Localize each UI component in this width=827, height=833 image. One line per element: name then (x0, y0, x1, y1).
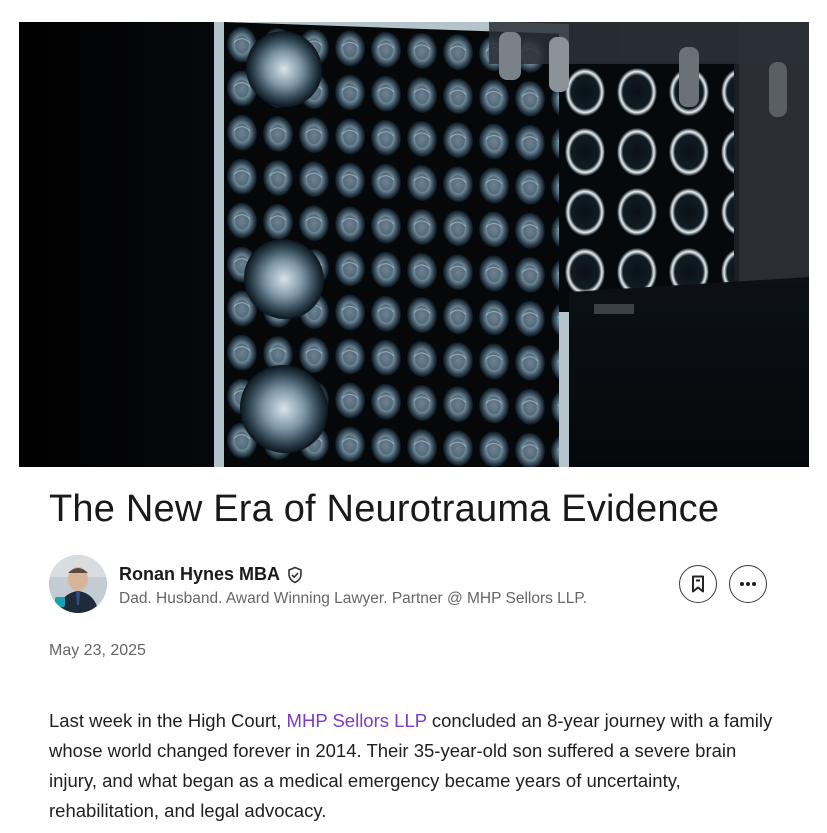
hero-image (19, 22, 809, 467)
author-row (49, 555, 771, 615)
body-intro: Last week in the High Court, (49, 710, 287, 731)
author-name-line (119, 564, 304, 585)
firm-link[interactable]: MHP Sellors LLP (286, 710, 427, 731)
verified-shield-icon (286, 566, 304, 584)
author-avatar[interactable] (49, 555, 107, 613)
article-body (49, 706, 779, 826)
bookmark-icon (690, 575, 706, 593)
author-tagline: Dad. Husband. Award Winning Lawyer. Partner @ MHP Sellors LLP. (119, 590, 588, 607)
article-title: The New Era of Neurotrauma Evidence (49, 488, 720, 530)
publish-date: May 23, 2025 (49, 642, 146, 659)
mri-scans-illustration (19, 22, 809, 467)
author-name[interactable]: Ronan Hynes MBA (119, 564, 281, 584)
save-article-button[interactable] (679, 565, 717, 603)
avatar-photo (49, 555, 107, 613)
body-rest: concluded an 8-year journey with a family whose world changed forever in 2014. Their 35-year-old son suffered a severe brain injury, and what began as a medical emergency became years of uncertainty, rehabilitation, and legal advocacy. (49, 710, 773, 821)
more-options-button[interactable] (729, 565, 767, 603)
ellipsis-icon (739, 581, 757, 587)
